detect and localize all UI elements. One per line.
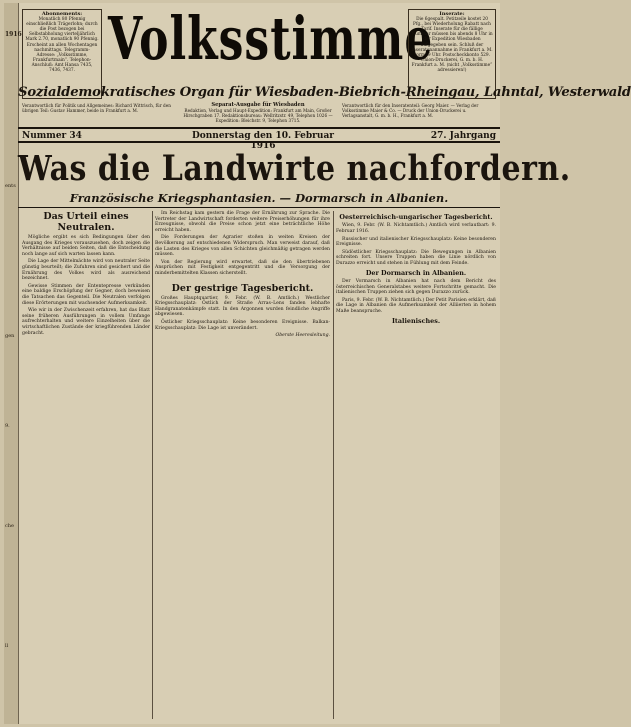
editor-info: Verantwortlich für Politik und Allgemeines: Richard Wittrisch, für den übrigen Teil: Gustav Hammer, beide in Frankfurt a. M. (22, 103, 171, 114)
article-paragraph: Die Lage der Mittelmächte wird von neutraler Seite günstig beurteilt; die Zufuhren sind gesichert und die Ernährung des Volkes wird als ausreichend bezeichnet. (22, 259, 150, 282)
article-paragraph: Östlicher Kriegsschauplatz: Keine besonderen Ereignisse. Balkan-Kriegsschauplatz: Die Lage ist unverändert. (155, 319, 330, 331)
strip-text: ll (5, 643, 9, 649)
issue-date: Donnerstag den 10. Februar 1916 (191, 131, 335, 151)
strip-text: che (5, 523, 14, 529)
article-title: Oesterreichisch-ungarischer Tagesbericht. (339, 213, 493, 221)
advertising-heading: Inserate: (439, 11, 465, 17)
dateline (18, 127, 500, 151)
divider (18, 207, 500, 208)
column-divider (152, 211, 153, 719)
article-title: Der gestrige Tagesbericht. (171, 282, 314, 294)
headline-deck: Französische Kriegsphantasien. — Dormarsch in Albanien. (69, 191, 449, 205)
article-title: Der Dormarsch in Albanien. (365, 268, 467, 277)
article-column-1 (22, 211, 150, 721)
adjacent-page-strip (4, 3, 22, 724)
masthead-title: Volksstimme (108, 5, 434, 74)
edition-info (178, 103, 338, 123)
strip-text: 1916 (5, 31, 22, 38)
article-column-3 (336, 211, 496, 721)
newspaper-page (4, 3, 631, 724)
article-paragraph: Mögliche ergibt es sich Bedingungen über den Ausgang des Krieges vorauszusehen, doch zeigen die Verhältnisse auf beiden Seiten, daß die Entscheidung noch lange auf sich warten lassen kann. (22, 235, 150, 257)
main-headline: Was die Landwirte nachfordern. (18, 149, 571, 190)
article-paragraph: Wien, 9. Febr. (W. B. Nichtamtlich.) Amtlich wird verlautbart: 9. Februar 1916. (336, 223, 496, 234)
edition-heading: Separat-Ausgabe für Wiesbaden (211, 102, 305, 108)
strip-text: gen (5, 333, 15, 339)
article-paragraph: Der Vormarsch in Albanien hat nach dem Bericht des österreichischen Generalstabes weitere Fortschritte gemacht. Die italienischen Truppen ziehen sich gegen Durazzo zurück. (336, 278, 496, 296)
strip-text: 9. (5, 423, 10, 429)
edition-text: Redaktion, Verlag und Haupt-Expedition: Frankfurt am Main, Großer Hirschgraben 17. Redaktionsbureau: Wellritzstr. 49, Telephon 1026 — Expedition: Bleichstr. 9, Telephon 3715. (183, 108, 333, 124)
article-column-2 (155, 211, 330, 721)
masthead-subtitle: Sozialdemokratisches Organ für Wiesbaden-Biebrich-Rheingau, Lahntal, Westerwald (18, 85, 631, 100)
issue-number: Nummer 34 (22, 131, 82, 141)
article-paragraph: Südöstlicher Kriegsschauplatz: Die Bewegungen in Albanien schreiten fort. Unsere Truppen haben die Linie nördlich von Durazzo erreicht und stehen in Fühlung mit dem Feinde. (336, 249, 496, 266)
subscription-heading: Abonnements: (41, 11, 83, 17)
article-paragraph: Gewisse Stimmen der Ententepresse verkünden eine baldige Erschöpfung der Gegner, doch beweisen die Tatsachen das Gegenteil. Die Neutralen verfolgen diese Erörterungen mit wachsender Aufmerksamkeit. (22, 283, 150, 306)
article-signature: Oberste Heeresleitung. (275, 333, 330, 339)
publisher-info: Verantwortlich für den Inseratenteil: Georg Maier. — Verlag der Volksstimme Maier & Co. — Druck der Union-Druckerei u. Verlagsanstalt, G. m. b. H., Frankfurt a. M. (342, 103, 479, 119)
article-paragraph: Großes Hauptquartier, 9. Febr. (W. B. Amtlich.) Westlicher Kriegsschauplatz: Östlich der Straße Arras–Lens fanden lebhafte Handgranatenkämpfe statt. In den Argonnen wurden feindliche Angriffe abgewiesen. (155, 295, 330, 318)
advertising-text: Die 6gespalt. Petitzeile kostet 20 Pfg., bei Wiederholung Rabatt nach Tarif. Inserate für die fällige Nummer müssen bis abends 8 Uhr in der Expedition Wiesbaden aufgegeben sein. Schluß der Inseratenannahme in Frankfurt a. M. vorm. 9 Uhr. Postscheckkonto 529. Union-Druckerei, G. m. b. H. Frankfurt a. M. (nicht „Volksstimme“ adressieren!) (411, 17, 493, 74)
subscription-text: Monatlich 80 Pfennig einschließlich Trägerlohn; durch die Post bezogen bei Selbstabholung vierteljährlich Mark 2.70, monatlich 90 Pfennig. Erscheint an allen Wochentagen nachmittags. Telegramm-Adresse: „Volksstimme, Frankfurtmain“. Telephon-Anschluß: Amt Hansa 7435, 7436, 7437. (25, 17, 99, 74)
article-paragraph: Russischer und italienischer Kriegsschauplatz: Keine besonderen Ereignisse. (336, 236, 496, 248)
article-paragraph: Paris, 9. Febr. (W. B. Nichtamtlich.) Der Petit Parisien erklärt, daß die Lage in Albanien die Aufmerksamkeit der Alliierten in hohem Maße beanspruche. (336, 297, 496, 314)
strip-text: ents (5, 183, 16, 189)
article-paragraph: Die Forderungen der Agrarier stoßen in weiten Kreisen der Bevölkerung auf entschiedenen Widerspruch. Man verweist darauf, daß die Lasten des Krieges von allen Schichten gleichmäßig getragen werden müssen. (155, 235, 330, 258)
article-paragraph: Wie wir in der Zwischenzeit erfahren, hat das Blatt seine früheren Ausführungen in vollem Umfange aufrechterhalten und weitere Einzelheiten über die wirtschaftlichen Zustände der kriegführenden Länder gebracht. (22, 308, 150, 336)
article-title: Italienisches. (391, 316, 441, 325)
column-divider (333, 211, 334, 719)
article-paragraph: Im Reichstag kam gestern die Frage der Ernährung zur Sprache. Die Vertreter der Landwirtschaft forderten weitere Preiserhöhungen für ihre Erzeugnisse, obwohl die Preise schon jetzt eine beträchtliche Höhe erreicht haben. (155, 211, 330, 233)
article-paragraph: Von der Regierung wird erwartet, daß sie den übertriebenen Ansprüchen mit Festigkeit entgegentritt und die Versorgung der minderbemittelten Klassen sicherstellt. (155, 259, 330, 276)
article-title: Das Urteil eines Neutralen. (43, 211, 129, 233)
volume-number: 27. Jahrgang (430, 131, 496, 141)
